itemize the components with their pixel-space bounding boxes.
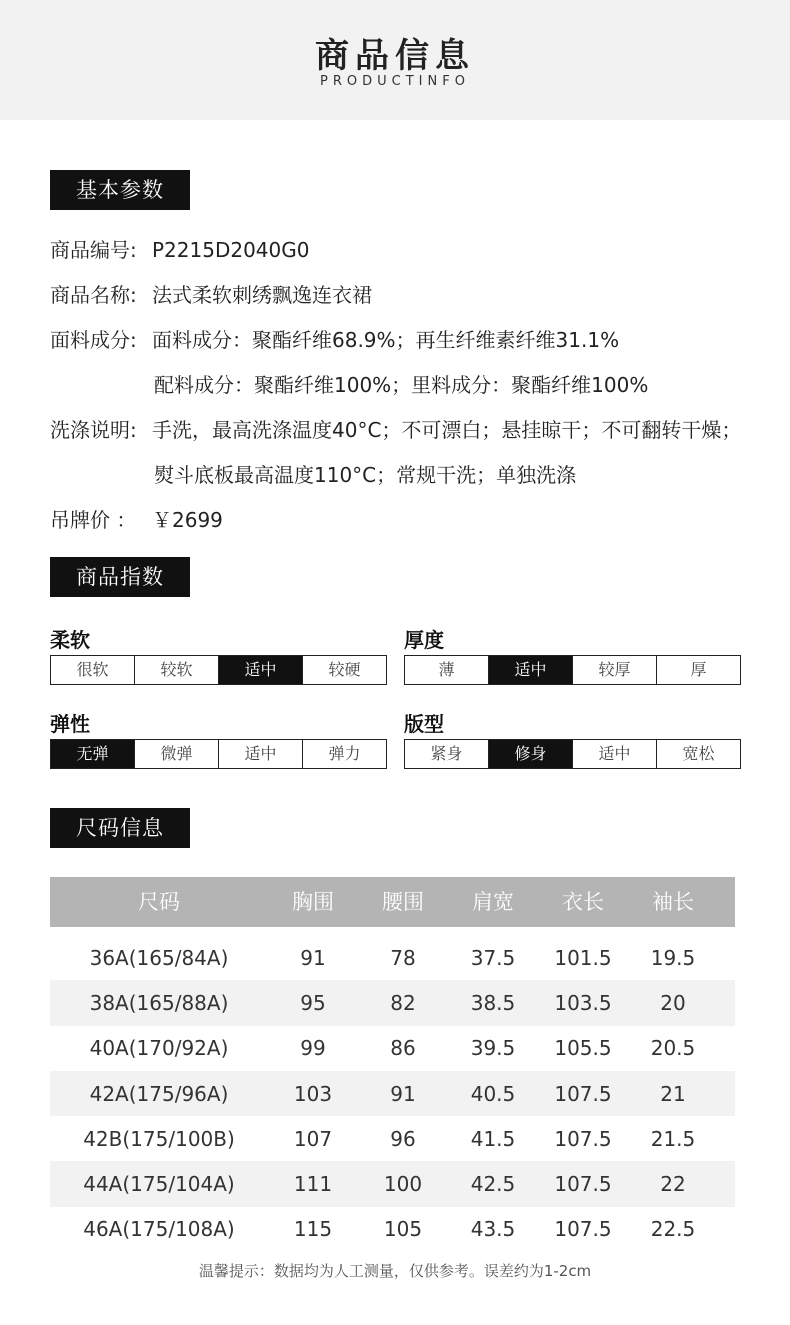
param-value: 法式柔软刺绣飘逸连衣裙 <box>152 283 372 307</box>
size-table <box>50 877 735 1252</box>
table-cell: 42B(175/100B) <box>83 1126 235 1151</box>
table-cell: 44A(175/104A) <box>83 1172 235 1197</box>
index-option: 适中 <box>219 740 303 768</box>
param-key: 商品编号: <box>50 238 137 262</box>
index-title-elasticity: 弹性 <box>50 712 90 736</box>
header-cell: 尺码 <box>138 890 180 914</box>
table-cell: 99 <box>300 1036 326 1061</box>
header-cell: 腰围 <box>382 890 424 914</box>
param-row-name <box>50 281 372 309</box>
param-key: 面料成分: <box>50 328 137 352</box>
table-cell: 21.5 <box>650 1126 696 1151</box>
index-option: 较厚 <box>573 656 657 684</box>
index-option: 紧身 <box>405 740 489 768</box>
param-row-code <box>50 236 309 264</box>
header-cell: 袖长 <box>652 890 694 914</box>
table-cell: 105 <box>383 1217 423 1242</box>
table-cell: 38A(165/88A) <box>89 990 229 1015</box>
param-key: 商品名称: <box>50 283 137 307</box>
table-cell: 100 <box>383 1172 423 1197</box>
section-label-index: 商品指数 <box>50 557 190 597</box>
table-cell: 91 <box>300 945 326 970</box>
table-cell: 46A(175/108A) <box>83 1217 235 1242</box>
table-cell: 105.5 <box>554 1036 612 1061</box>
table-cell: 107 <box>293 1126 333 1151</box>
page-title: 商品信息 <box>315 36 475 76</box>
table-cell: 107.5 <box>554 1081 612 1106</box>
index-bar-elasticity <box>50 739 387 769</box>
index-option: 较软 <box>135 656 219 684</box>
table-cell: 36A(165/84A) <box>89 945 229 970</box>
table-cell: 107.5 <box>554 1172 612 1197</box>
table-cell: 82 <box>390 990 416 1015</box>
table-cell: 103.5 <box>554 990 612 1015</box>
page-header <box>0 0 790 120</box>
table-cell: 91 <box>390 1081 416 1106</box>
table-cell: 103 <box>293 1081 333 1106</box>
param-value: 手洗，最高洗涤温度40°C；不可漂白；悬挂晾干；不可翻转干燥； <box>152 418 742 442</box>
index-bar-fit <box>404 739 741 769</box>
table-cell: 115 <box>293 1217 333 1242</box>
table-cell: 40.5 <box>470 1081 516 1106</box>
table-row <box>50 1207 735 1252</box>
index-option: 厚 <box>657 656 740 684</box>
table-cell: 37.5 <box>470 945 516 970</box>
table-cell: 38.5 <box>470 990 516 1015</box>
param-value: 面料成分：聚酯纤维68.9%；再生纤维素纤维31.1% <box>152 328 620 352</box>
header-cell: 肩宽 <box>472 890 514 914</box>
index-option: 适中 <box>489 656 573 684</box>
header-cell: 衣长 <box>562 890 604 914</box>
table-cell: 107.5 <box>554 1217 612 1242</box>
table-cell: 101.5 <box>554 945 612 970</box>
table-cell: 95 <box>300 990 326 1015</box>
section-label-basic: 基本参数 <box>50 170 190 210</box>
index-option: 较硬 <box>303 656 386 684</box>
param-value: ￥2699 <box>152 508 223 532</box>
table-cell: 111 <box>293 1172 333 1197</box>
table-cell: 22.5 <box>650 1217 696 1242</box>
table-cell: 39.5 <box>470 1036 516 1061</box>
table-cell: 41.5 <box>470 1126 516 1151</box>
index-title-thickness: 厚度 <box>404 628 444 652</box>
index-option: 适中 <box>573 740 657 768</box>
table-row <box>50 1071 735 1116</box>
table-cell: 42.5 <box>470 1172 516 1197</box>
page-subtitle: PRODUCTINFO <box>320 74 470 89</box>
index-option: 弹力 <box>303 740 386 768</box>
index-option: 无弹 <box>51 740 135 768</box>
index-option: 宽松 <box>657 740 740 768</box>
param-row-fabric <box>50 326 619 354</box>
table-row <box>50 1116 735 1161</box>
index-title-softness: 柔软 <box>50 628 90 652</box>
table-cell: 86 <box>390 1036 416 1061</box>
param-value: P2215D2040G0 <box>152 238 310 262</box>
index-option: 微弹 <box>135 740 219 768</box>
table-row <box>50 935 735 980</box>
param-row-wash <box>50 416 741 444</box>
size-table-header <box>50 877 735 927</box>
index-option: 很软 <box>51 656 135 684</box>
table-cell: 22 <box>660 1172 686 1197</box>
table-cell: 20.5 <box>650 1036 696 1061</box>
param-key: 吊牌价 ： <box>50 508 137 532</box>
param-key: 洗涤说明: <box>50 418 137 442</box>
section-label-size: 尺码信息 <box>50 808 190 848</box>
param-value-wash-2: 熨斗底板最高温度110°C；常规干洗；单独洗涤 <box>154 463 577 487</box>
index-option: 修身 <box>489 740 573 768</box>
table-cell: 42A(175/96A) <box>89 1081 229 1106</box>
index-option: 适中 <box>219 656 303 684</box>
header-cell: 胸围 <box>292 890 334 914</box>
table-cell: 21 <box>660 1081 686 1106</box>
table-row <box>50 980 735 1025</box>
index-bar-softness <box>50 655 387 685</box>
size-note: 温馨提示：数据均为人工测量，仅供参考。误差约为1-2cm <box>198 1262 592 1280</box>
table-row <box>50 1026 735 1071</box>
table-cell: 43.5 <box>470 1217 516 1242</box>
table-cell: 40A(170/92A) <box>89 1036 229 1061</box>
table-cell: 107.5 <box>554 1126 612 1151</box>
index-bar-thickness <box>404 655 741 685</box>
param-value-fabric-2: 配料成分：聚酯纤维100%；里料成分：聚酯纤维100% <box>154 373 649 397</box>
table-cell: 19.5 <box>650 945 696 970</box>
table-cell: 20 <box>660 990 686 1015</box>
table-cell: 96 <box>390 1126 416 1151</box>
index-option: 薄 <box>405 656 489 684</box>
table-row <box>50 1161 735 1206</box>
table-cell: 78 <box>390 945 416 970</box>
index-title-fit: 版型 <box>404 712 444 736</box>
param-row-price <box>50 506 223 534</box>
